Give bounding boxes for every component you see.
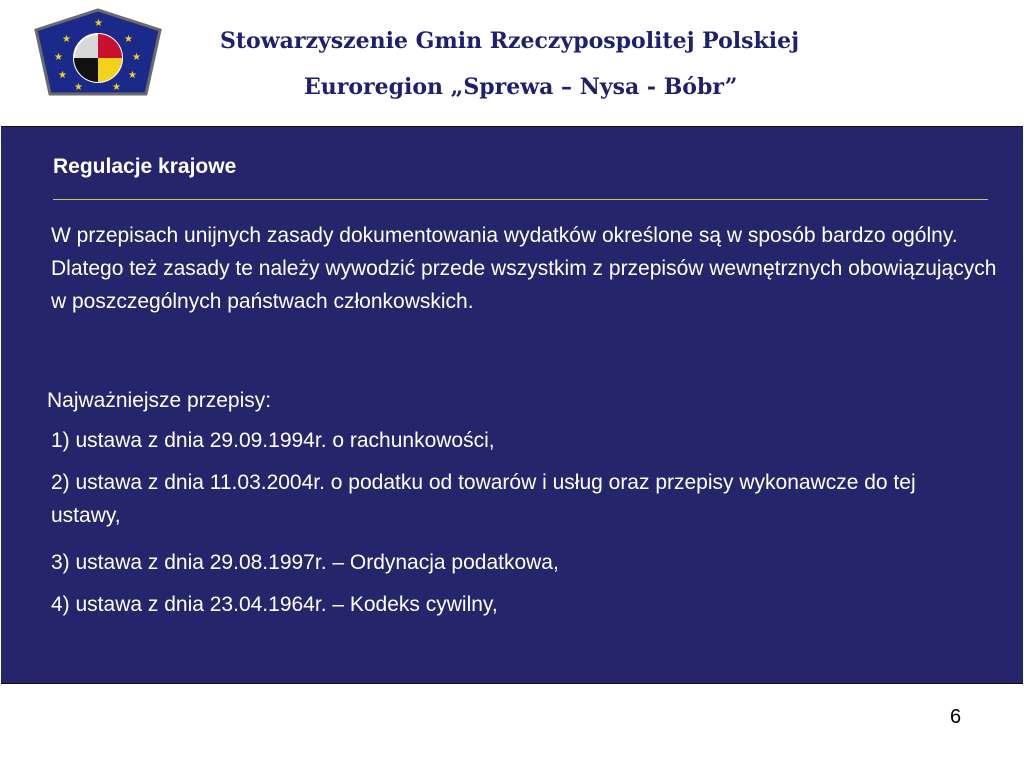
svg-text:★: ★: [132, 52, 141, 63]
svg-text:★: ★: [112, 82, 121, 93]
svg-text:★: ★: [54, 52, 63, 63]
page-number: 6: [950, 706, 962, 728]
header-association-name: Stowarzyszenie Gmin Rzeczypospolitej Polskiej: [220, 28, 800, 54]
svg-text:★: ★: [58, 70, 67, 81]
list-item: 1) ustawa z dnia 29.09.1994r. o rachunkowości,: [51, 429, 495, 452]
svg-text:★: ★: [128, 70, 137, 81]
list-item: 3) ustawa z dnia 29.08.1997r. – Ordynacja podatkowa,: [51, 551, 559, 574]
euroregion-logo: [32, 8, 164, 98]
header-euroregion-name: Euroregion „Sprewa – Nysa - Bóbr”: [304, 74, 738, 100]
content-panel: [1, 126, 1023, 684]
svg-text:★: ★: [94, 18, 103, 29]
intro-paragraph: [47, 219, 1011, 318]
svg-text:★: ★: [74, 82, 83, 93]
title-divider: [53, 199, 988, 200]
list-item: 2) ustawa z dnia 11.03.2004r. o podatku od towarów i usług oraz przepisy wykonawcze do tej ustawy,: [51, 471, 916, 527]
svg-text:★: ★: [62, 34, 71, 45]
list-heading: Najważniejsze przepisy:: [47, 389, 272, 412]
slide-title: Regulacje krajowe: [53, 155, 237, 178]
list-item: 4) ustawa z dnia 23.04.1964r. – Kodeks cywilny,: [51, 593, 498, 616]
intro-text: W przepisach unijnych zasady dokumentowania wydatków określone są w sposób bardzo ogólny. Dlatego też zasady te należy wywodzić przede wszystkim z przepisów wewnętrznych obowiązujących w poszczególnych państwach członkowskich.: [51, 224, 997, 313]
svg-text:★: ★: [124, 34, 133, 45]
